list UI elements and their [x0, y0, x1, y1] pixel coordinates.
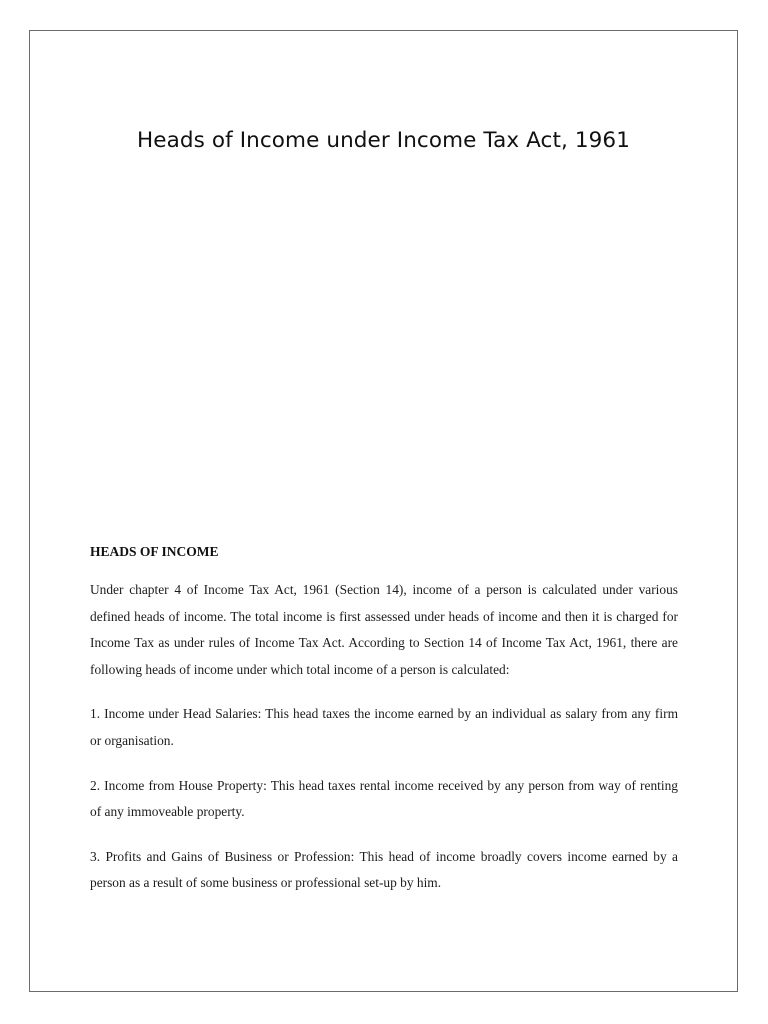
document-title: Heads of Income under Income Tax Act, 1961: [137, 128, 630, 153]
list-item-salaries: 1. Income under Head Salaries: This head taxes the income earned by an individual as salary from any firm or organisation.: [90, 706, 678, 748]
document-body: [90, 543, 678, 915]
intro-paragraph: Under chapter 4 of Income Tax Act, 1961 (Section 14), income of a person is calculated under various defined heads of income. The total income is first assessed under heads of income and then it is charged for Income Tax as under rules of Income Tax Act. According to Section 14 of Income Tax Act, 1961, there are following heads of income under which total income of a person is calculated:: [90, 582, 678, 677]
list-item-business-profession: 3. Profits and Gains of Business or Profession: This head of income broadly covers income earned by a person as a result of some business or professional set-up by him.: [90, 848, 678, 891]
list-item-house-property: 2. Income from House Property: This head taxes rental income received by any person from way of renting of any immoveable property.: [90, 777, 678, 820]
document-page: [29, 30, 738, 992]
section-heading: HEADS OF INCOME: [90, 544, 219, 559]
